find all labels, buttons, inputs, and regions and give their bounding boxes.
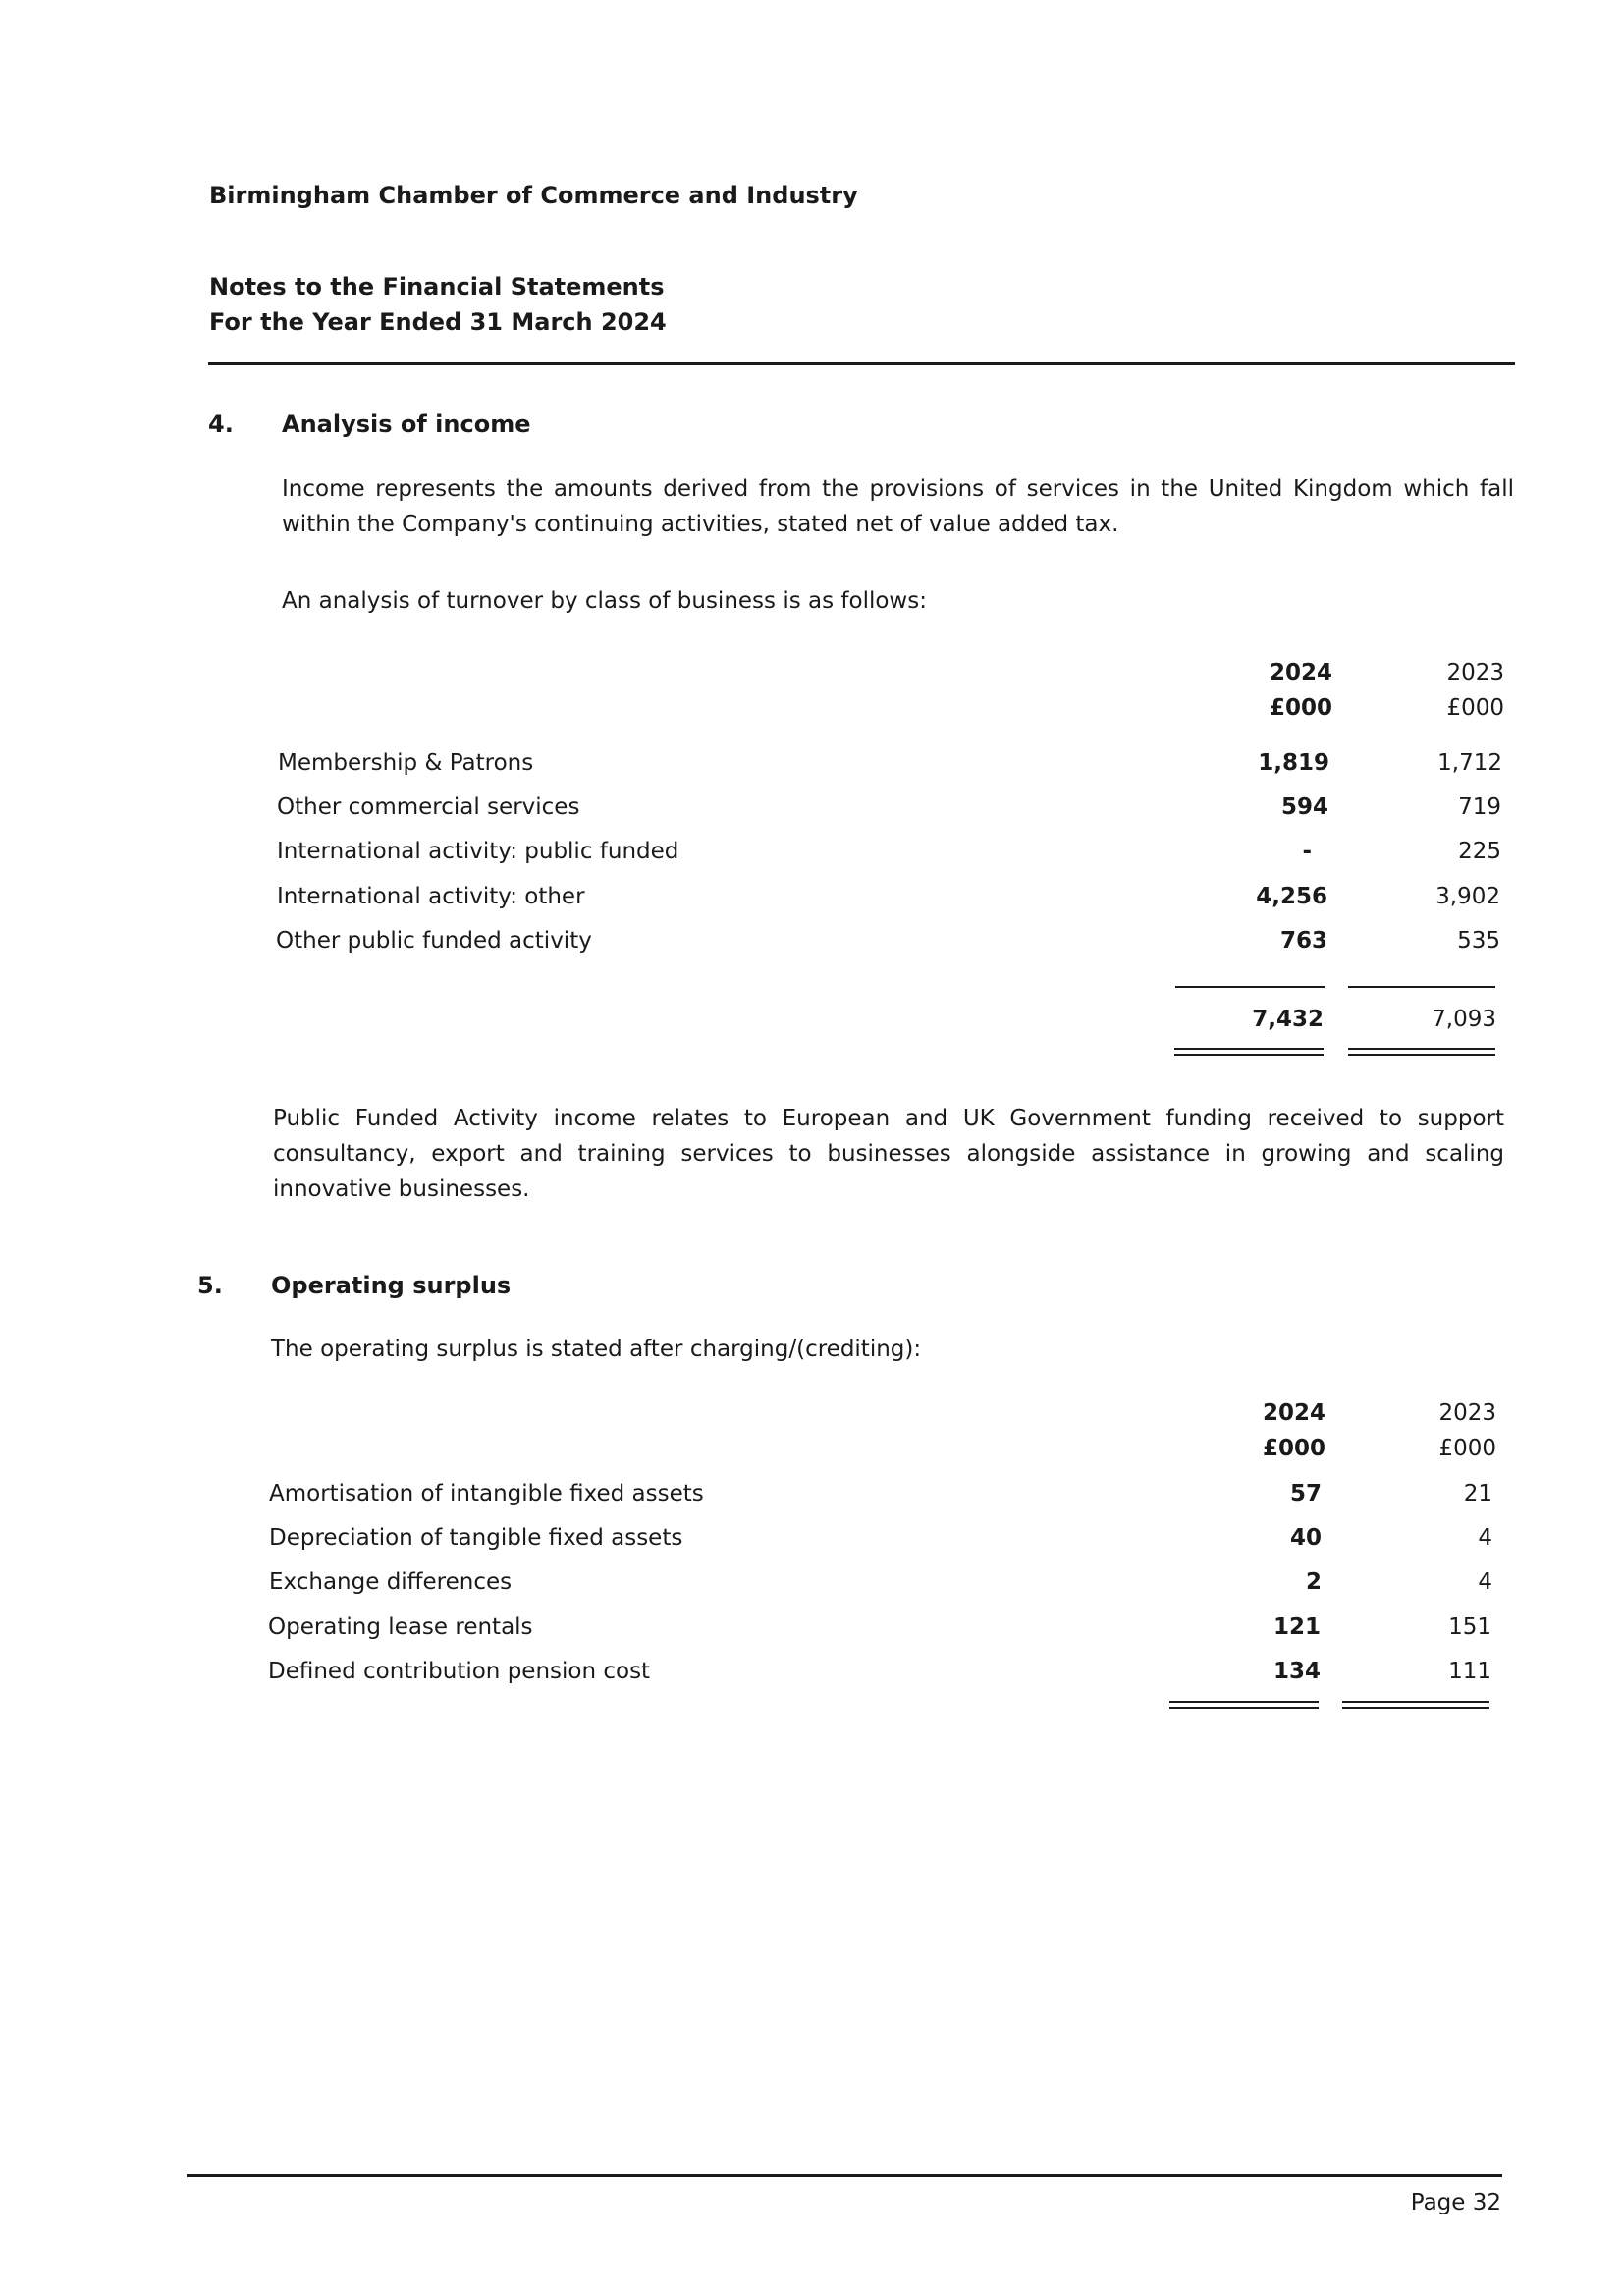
footer-rule [187, 2174, 1502, 2177]
s4-row-current: - [1302, 839, 1312, 864]
s4-row-prior: 3,902 [1435, 884, 1500, 909]
period-title: For the Year Ended 31 March 2024 [209, 308, 667, 336]
s5-col-2023-unit: £000 [1438, 1436, 1496, 1461]
s5-row-prior: 151 [1448, 1614, 1491, 1640]
s4-row-prior: 1,712 [1437, 750, 1502, 776]
s5-col-2023-year: 2023 [1438, 1400, 1496, 1426]
s4-row-label: Other public funded activity [276, 928, 592, 954]
organisation-name: Birmingham Chamber of Commerce and Industry [209, 182, 858, 209]
s4-col-2023-unit: £000 [1446, 695, 1504, 721]
s5-row-current: 40 [1289, 1525, 1322, 1551]
section-4-note: Public Funded Activity income relates to European and UK Government funding received to support consultancy, export and training services to businesses alongside assistance in growing and scaling innovative businesses. [273, 1106, 1504, 1202]
s4-subtotal-rule-prior [1348, 986, 1495, 988]
s4-col-2024-unit: £000 [1269, 695, 1332, 721]
s4-row-current: 594 [1280, 794, 1328, 820]
s4-total-current: 7,432 [1252, 1007, 1324, 1032]
s4-row-label: International activity: other [277, 884, 585, 909]
s4-row-label: International activity: public funded [277, 839, 679, 864]
s4-row-prior: 225 [1458, 839, 1501, 864]
s4-row-current: 1,819 [1258, 750, 1329, 776]
s4-total-double-rule-current [1174, 1048, 1324, 1056]
s5-row-current: 57 [1289, 1481, 1322, 1506]
section-5-title: Operating surplus [271, 1272, 512, 1299]
section-5-lead-in: The operating surplus is stated after charging/(crediting): [271, 1337, 922, 1362]
s4-row-label: Other commercial services [277, 794, 580, 820]
s4-total-double-rule-prior [1348, 1048, 1495, 1056]
section-4-intro: Income represents the amounts derived from the provisions of services in the United Kingdom which fall within the Company's continuing activities, stated net of value added tax. [282, 476, 1514, 537]
document-title: Notes to the Financial Statements [209, 273, 665, 301]
s4-total-prior: 7,093 [1432, 1007, 1496, 1032]
s4-row-current: 4,256 [1256, 884, 1327, 909]
s4-row-prior: 719 [1458, 794, 1501, 820]
s4-row-current: 763 [1279, 928, 1327, 954]
s5-row-label: Depreciation of tangible fixed assets [269, 1525, 683, 1551]
s4-row-label: Membership & Patrons [278, 750, 534, 776]
s5-row-current: 121 [1272, 1614, 1321, 1640]
s4-subtotal-rule-current [1175, 986, 1325, 988]
s5-row-label: Amortisation of intangible fixed assets [269, 1481, 704, 1506]
section-4-lead-in: An analysis of turnover by class of business is as follows: [282, 588, 927, 614]
section-4-number: 4. [208, 410, 234, 438]
header-rule [208, 362, 1515, 365]
s5-row-current: 2 [1305, 1569, 1322, 1595]
s5-row-prior: 111 [1448, 1659, 1491, 1684]
section-5-number: 5. [197, 1272, 223, 1299]
s5-row-prior: 4 [1478, 1525, 1492, 1551]
s4-col-2024-year: 2024 [1269, 660, 1332, 685]
s5-col-2024-year: 2024 [1262, 1400, 1325, 1426]
s5-row-label: Defined contribution pension cost [268, 1659, 651, 1684]
section-4-title: Analysis of income [282, 410, 531, 438]
s4-col-2023-year: 2023 [1446, 660, 1504, 685]
s5-row-prior: 21 [1463, 1481, 1492, 1506]
s5-row-prior: 4 [1478, 1569, 1492, 1595]
s5-total-double-rule-current [1169, 1701, 1319, 1709]
s5-row-label: Exchange differences [269, 1569, 513, 1595]
page-number: Page 32 [1410, 2190, 1501, 2215]
s5-row-label: Operating lease rentals [268, 1614, 533, 1640]
s5-total-double-rule-prior [1342, 1701, 1489, 1709]
s5-col-2024-unit: £000 [1262, 1436, 1325, 1461]
s5-row-current: 134 [1272, 1659, 1321, 1684]
s4-row-prior: 535 [1457, 928, 1500, 954]
